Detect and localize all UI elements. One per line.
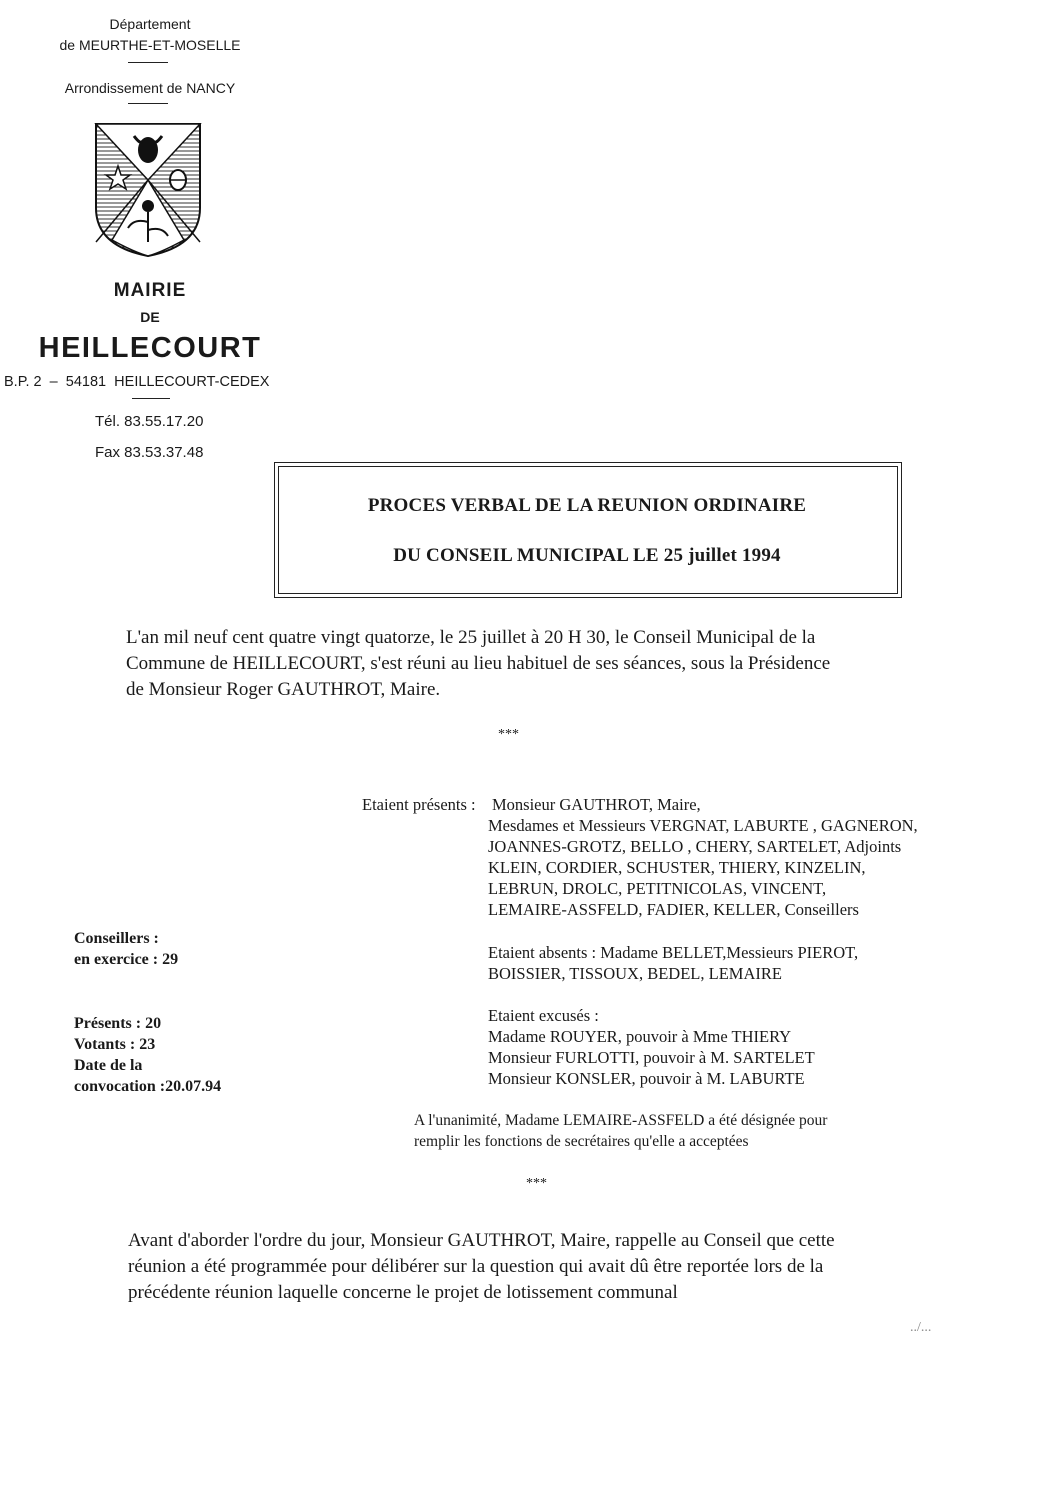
town-name: HEILLECOURT xyxy=(38,332,262,364)
fax: Fax 83.53.37.48 xyxy=(95,444,204,461)
excuses-label: Etaient excusés : xyxy=(488,1006,599,1025)
department-label: Département xyxy=(109,16,191,32)
arrondissement: Arrondissement de NANCY xyxy=(64,80,236,96)
absents-line-2: BOISSIER, TISSOUX, BEDEL, LEMAIRE xyxy=(488,964,782,983)
continuation-mark: ../... xyxy=(910,1320,932,1335)
date-label: Date de la xyxy=(74,1057,143,1074)
votants-count: Votants : 23 xyxy=(74,1036,156,1053)
postal-address: B.P. 2 – 54181 HEILLECOURT-CEDEX xyxy=(4,374,270,390)
document-title-line2: DU CONSEIL MUNICIPAL LE 25 juillet 1994 xyxy=(393,545,781,566)
presents-count: Présents : 20 xyxy=(74,1015,162,1032)
excuses-line-2: Monsieur FURLOTTI, pouvoir à M. SARTELET xyxy=(488,1048,815,1067)
convocation-date: convocation :20.07.94 xyxy=(74,1078,222,1095)
title-box-inner xyxy=(278,466,898,594)
presents-line-6: LEMAIRE-ASSFELD, FADIER, KELLER, Conseillers xyxy=(488,900,859,919)
header-divider-2 xyxy=(128,103,168,104)
mairie-label: MAIRIE xyxy=(113,280,187,301)
agenda-line-1: Avant d'aborder l'ordre du jour, Monsieur GAUTHROT, Maire, rappelle au Conseil que cette xyxy=(128,1230,835,1251)
intro-line-3: de Monsieur Roger GAUTHROT, Maire. xyxy=(126,679,441,700)
intro-line-1: L'an mil neuf cent quatre vingt quatorze, le 25 juillet à 20 H 30, le Conseil Municipal de la xyxy=(126,627,816,648)
coat-of-arms-icon xyxy=(94,122,202,258)
de-label: DE xyxy=(140,309,160,325)
presents-label: Etaient présents : xyxy=(362,795,476,814)
presents-line-2: Mesdames et Messieurs VERGNAT, LABURTE , GAGNERON, xyxy=(488,816,918,835)
telephone: Tél. 83.55.17.20 xyxy=(95,413,204,430)
agenda-line-2: réunion a été programmée pour délibérer sur la question qui avait dû être reportée lors de la xyxy=(128,1256,824,1277)
separator-stars-1: *** xyxy=(498,727,519,742)
document-title-line1: PROCES VERBAL DE LA REUNION ORDINAIRE xyxy=(367,495,807,516)
conseillers-label: Conseillers : xyxy=(74,930,159,947)
secretary-line-1: A l'unanimité, Madame LEMAIRE-ASSFELD a été désignée pour xyxy=(414,1112,828,1129)
excuses-line-1: Madame ROUYER, pouvoir à Mme THIERY xyxy=(488,1027,792,1046)
absents-line-1: Etaient absents : Madame BELLET,Messieurs PIEROT, xyxy=(488,943,859,962)
presents-line-3: JOANNES-GROTZ, BELLO , CHERY, SARTELET, Adjoints xyxy=(488,837,902,856)
secretary-line-2: remplir les fonctions de secrétaires qu'elle a acceptées xyxy=(414,1133,749,1150)
presents-line-5: LEBRUN, DROLC, PETITNICOLAS, VINCENT, xyxy=(488,879,827,898)
en-exercice-count: en exercice : 29 xyxy=(74,951,179,968)
intro-line-2: Commune de HEILLECOURT, s'est réuni au lieu habituel de ses séances, sous la Présidence xyxy=(126,653,831,674)
agenda-line-3: précédente réunion laquelle concerne le projet de lotissement communal xyxy=(128,1282,678,1303)
presents-line-4: KLEIN, CORDIER, SCHUSTER, THIERY, KINZELIN, xyxy=(488,858,866,877)
department-name: de MEURTHE-ET-MOSELLE xyxy=(59,37,241,53)
presents-line-1: Monsieur GAUTHROT, Maire, xyxy=(492,795,701,814)
excuses-line-3: Monsieur KONSLER, pouvoir à M. LABURTE xyxy=(488,1069,805,1088)
header-divider-1 xyxy=(128,62,168,63)
separator-stars-2: *** xyxy=(526,1176,547,1191)
header-divider-3 xyxy=(132,398,170,399)
